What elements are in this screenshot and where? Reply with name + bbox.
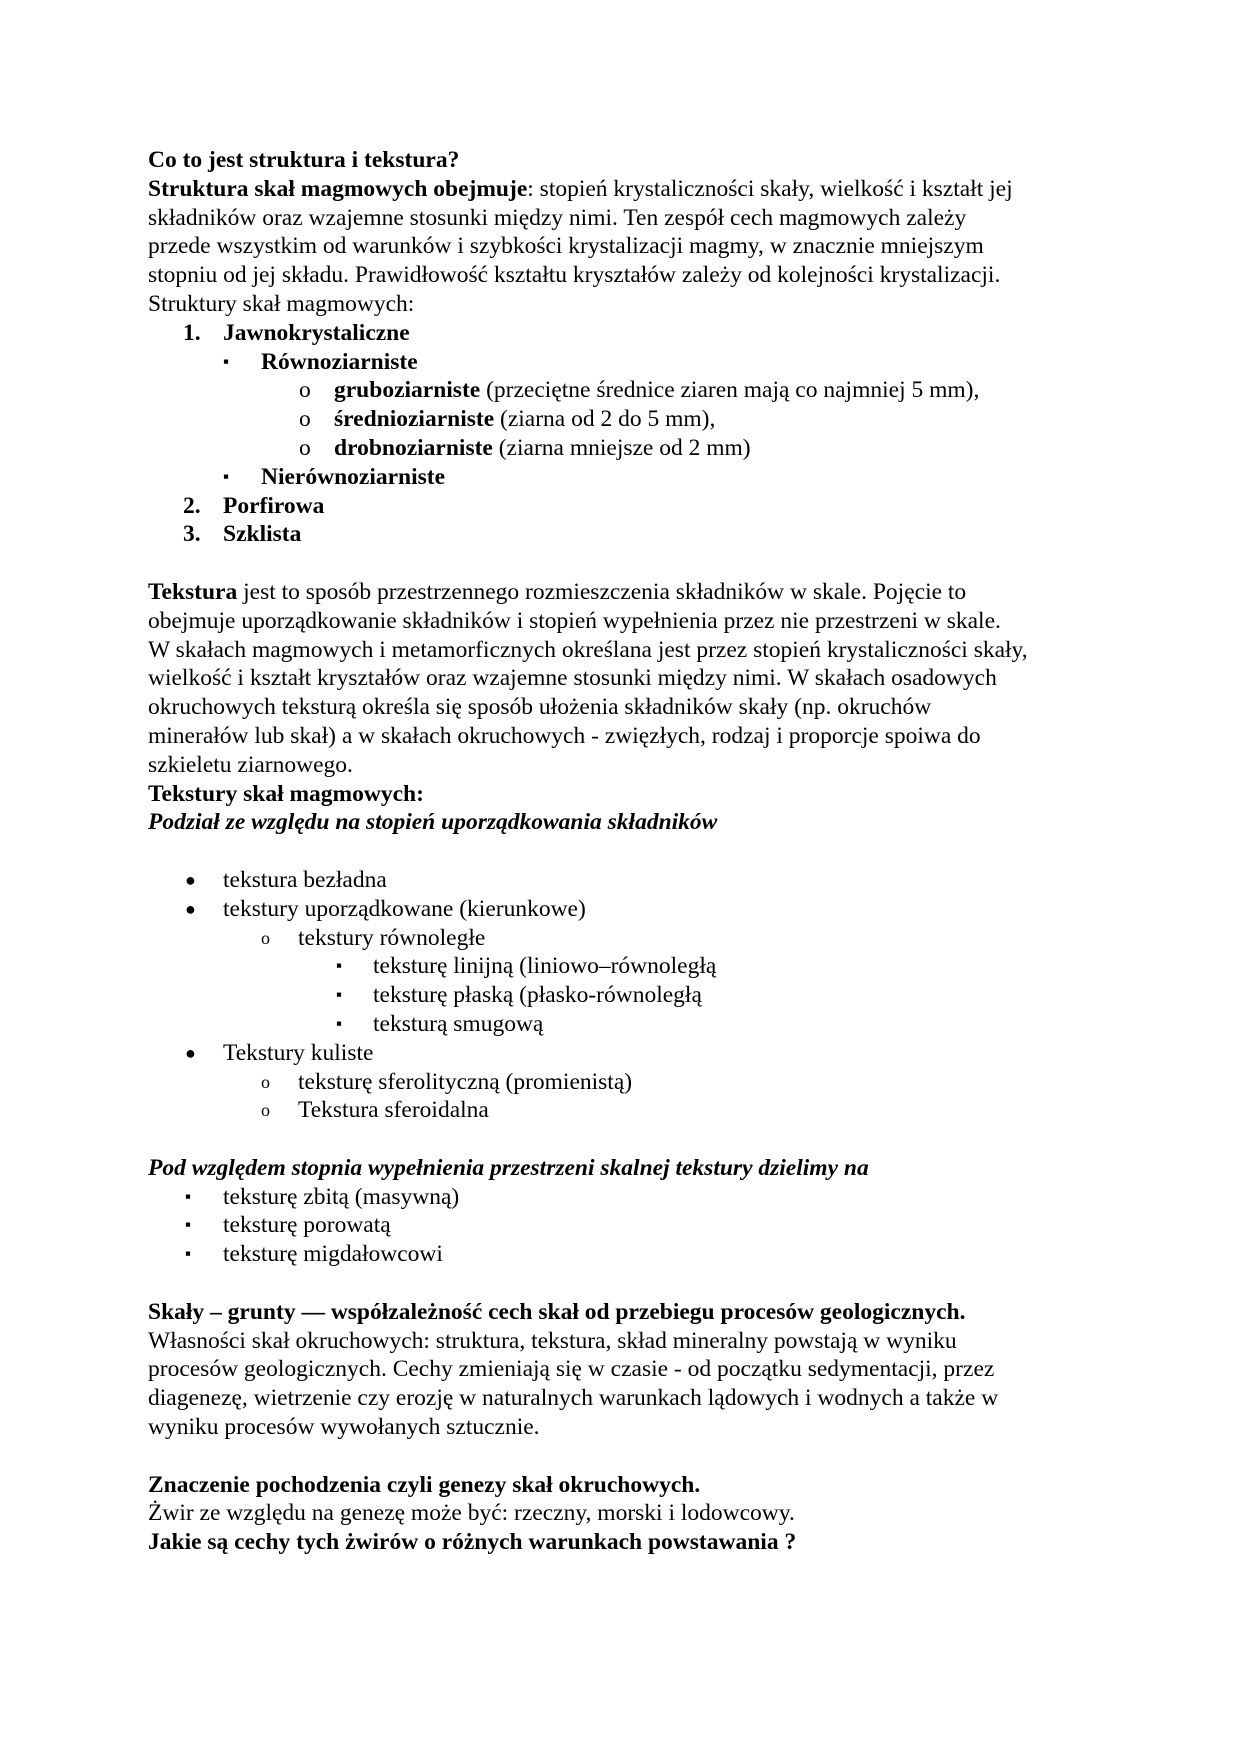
bullet-marker: ▪ bbox=[336, 956, 343, 976]
paragraph-line: szkieletu ziarnowego. bbox=[148, 751, 353, 778]
list-item: ● tekstury uporządkowane (kierunkowe) bbox=[185, 895, 586, 922]
bullet-marker: ▪ bbox=[336, 1013, 343, 1033]
list-item: ▪ teksturę płaską (płasko-równoległą bbox=[336, 982, 702, 1009]
list-item: o drobnoziarniste (ziarna mniejsze od 2 mm) bbox=[299, 434, 751, 461]
list-item: ▪ teksturę linijną (liniowo–równoległą bbox=[336, 953, 717, 980]
spacer bbox=[148, 1269, 1108, 1298]
text: : stopień krystaliczności skały, wielkość i kształt jej bbox=[527, 175, 1013, 202]
spacer bbox=[148, 549, 1108, 578]
bullet-marker: ▪ bbox=[336, 985, 343, 1005]
section-heading: Tekstury skał magmowych: bbox=[148, 780, 424, 807]
paragraph-line: składników oraz wzajemne stosunki między nimi. Ten zespół cech magmowych zależy bbox=[148, 204, 967, 231]
paragraph-line: Tekstura jest to sposób przestrzennego rozmieszczenia składników w skale. Pojęcie to bbox=[148, 578, 967, 605]
section-subheading: Pod względem stopnia wypełnienia przestrzeni skalnej tekstury dzielimy na bbox=[148, 1154, 869, 1181]
bullet-marker: ● bbox=[185, 898, 196, 919]
list-marker: 2. bbox=[183, 492, 201, 519]
paragraph-line bbox=[148, 175, 1108, 204]
document-body bbox=[148, 146, 1108, 1557]
list-marker: 3. bbox=[183, 521, 201, 548]
paragraph-line: obejmuje uporządkowanie składników i stopień wypełnienia przez nie przestrzeni w skale. bbox=[148, 607, 1001, 634]
list-item: ▪ teksturę migdałowcowi bbox=[185, 1241, 443, 1268]
bullet-marker: ● bbox=[185, 1042, 196, 1063]
section-subheading: Podział ze względu na stopień uporządkowania składników bbox=[148, 809, 718, 836]
bullet-marker: ▪ bbox=[185, 1215, 192, 1235]
section-heading: Znaczenie pochodzenia czyli genezy skał okruchowych. bbox=[148, 1471, 701, 1498]
list-marker: o bbox=[299, 377, 311, 404]
list-marker: ▪ bbox=[223, 466, 230, 486]
term-bold: Struktura skał magmowych obejmuje bbox=[148, 175, 528, 202]
section-title: Co to jest struktura i tekstura? bbox=[148, 147, 460, 173]
paragraph-line: diagenezę, wietrzenie czy erozję w naturalnych warunkach lądowych i wodnych a także w bbox=[148, 1385, 999, 1412]
list-item: ● tekstura bezładna bbox=[185, 866, 387, 893]
list-marker: 1. bbox=[183, 319, 201, 346]
list-item: 1. Jawnokrystaliczne bbox=[183, 319, 410, 346]
paragraph-line: wielkość i kształt kryształów oraz wzajemne stosunki między nimi. W skałach osadowych bbox=[148, 665, 997, 692]
bullet-marker: o bbox=[261, 1100, 270, 1121]
spacer bbox=[148, 1125, 1108, 1154]
paragraph-line: okruchowych teksturą określa się sposób ułożenia składników skały (np. okruchów bbox=[148, 694, 932, 721]
list-marker: o bbox=[299, 434, 311, 461]
paragraph-line: Struktury skał magmowych: bbox=[148, 290, 415, 317]
bullet-marker: ▪ bbox=[185, 1186, 192, 1206]
paragraph-line: przede wszystkim od warunków i szybkości krystalizacji magmy, w znacznie mniejszym bbox=[148, 233, 984, 260]
list-marker: ▪ bbox=[223, 351, 230, 371]
list-item: ▪ teksturą smugową bbox=[336, 1010, 544, 1037]
paragraph-line: Żwir ze względu na genezę może być: rzeczny, morski i lodowcowy. bbox=[148, 1500, 795, 1527]
spacer bbox=[148, 1442, 1108, 1471]
paragraph-line: wyniku procesów wywołanych sztucznie. bbox=[148, 1414, 540, 1441]
bullet-marker: ● bbox=[185, 869, 196, 890]
list-marker: o bbox=[299, 406, 311, 433]
list-item: o średnioziarniste (ziarna od 2 do 5 mm), bbox=[299, 406, 716, 433]
paragraph-line: procesów geologicznych. Cechy zmieniają się w czasie - od początku sedymentacji, przez bbox=[148, 1356, 995, 1383]
list-item: ▪ Równoziarniste bbox=[223, 348, 418, 375]
list-item: ▪ Nierównoziarniste bbox=[223, 463, 446, 490]
paragraph-line: minerałów lub skał) a w skałach okruchowych - zwięzłych, rodzaj i proporcje spoiwa do bbox=[148, 722, 981, 749]
section-heading: Skały – grunty — współzależność cech skał od przebiegu procesów geologicznych. bbox=[148, 1298, 966, 1325]
list-item: 2. Porfirowa bbox=[183, 492, 325, 519]
paragraph-line: stopniu od jej składu. Prawidłowość kształtu kryształów zależy od kolejności krystalizacji. bbox=[148, 262, 1001, 289]
list-item: ● Tekstury kuliste bbox=[185, 1039, 374, 1066]
list-item: 3. Szklista bbox=[183, 521, 302, 548]
list-item: o Tekstura sferoidalna bbox=[261, 1097, 489, 1124]
paragraph-line: W skałach magmowych i metamorficznych określana jest przez stopień krystaliczności skały, bbox=[148, 636, 1028, 663]
question-heading: Jakie są cechy tych żwirów o różnych warunkach powstawania ? bbox=[148, 1529, 797, 1556]
list-item: o teksturę sferolityczną (promienistą) bbox=[261, 1068, 633, 1095]
list-item: o tekstury równoległe bbox=[261, 924, 486, 951]
bullet-marker: o bbox=[261, 927, 270, 948]
spacer bbox=[148, 837, 1108, 866]
list-item: o gruboziarniste (przeciętne średnice ziaren mają co najmniej 5 mm), bbox=[299, 377, 980, 404]
paragraph-line: Własności skał okruchowych: struktura, tekstura, skład mineralny powstają w wyniku bbox=[148, 1327, 957, 1354]
list-item: ▪ teksturę zbitą (masywną) bbox=[185, 1183, 460, 1210]
bullet-marker: ▪ bbox=[185, 1244, 192, 1264]
bullet-marker: o bbox=[261, 1071, 270, 1092]
list-item: ▪ teksturę porowatą bbox=[185, 1212, 391, 1239]
term-bold: Tekstura bbox=[148, 578, 238, 605]
